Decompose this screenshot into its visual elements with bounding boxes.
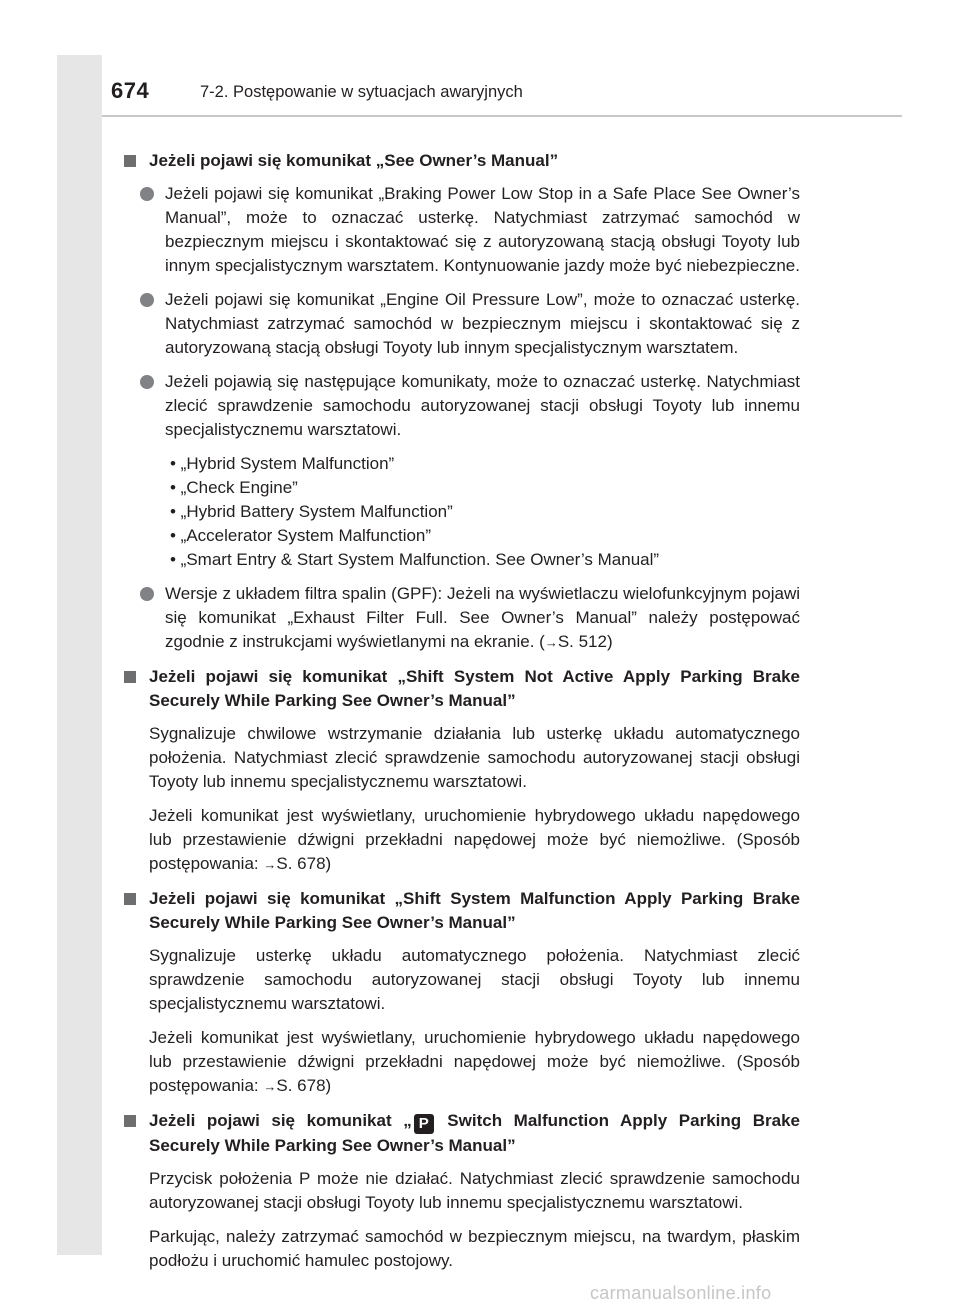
heading-text: Jeżeli pojawi się komunikat „See Owner’s Manual” bbox=[149, 151, 559, 170]
circle-bullet-icon bbox=[140, 375, 154, 389]
page-header bbox=[57, 70, 902, 118]
page-reference-link[interactable]: S. 512) bbox=[557, 632, 613, 651]
bullet-text: Wersje z układem filtra spalin (GPF): Jeżeli na wyświetlaczu wielofunkcyjnym pojawi się komunikat „Exhaust Filter Full. See Owner’s Manual” należy postępować zgodnie z instrukcjami wyświetlanymi na ekranie. ( bbox=[165, 584, 800, 651]
heading-see-owners-manual bbox=[124, 149, 800, 173]
paragraph: Parkując, należy zatrzymać samochód w bezpiecznym miejscu, na twardym, płaskim podłożu i uruchomić hamulec postojowy. bbox=[149, 1227, 800, 1270]
paragraph: Sygnalizuje chwilowe wstrzymanie działania lub usterkę układu automatycznego położenia. Natychmiast zlecić sprawdzenie samochodu autoryzowanej stacji obsługi Toyoty lub innemu specjalistycznemu warsztatowi. bbox=[149, 724, 800, 791]
paragraph-text: Jeżeli komunikat jest wyświetlany, uruchomienie hybrydowego układu napędowego lub przestawienie dźwigni przekładni napędowej może być niemożliwe. (Sposób postępowania: bbox=[149, 1028, 800, 1095]
message-list-item: • „Smart Entry & Start System Malfunction. See Owner’s Manual” bbox=[170, 550, 660, 569]
heading-text: Switch Malfunction Apply Parking Brake Securely While Parking See Owner’s Manual” bbox=[149, 1111, 800, 1155]
circle-bullet-icon bbox=[140, 293, 154, 307]
message-list-item: • „Hybrid Battery System Malfunction” bbox=[170, 502, 453, 521]
paragraph: Sygnalizuje usterkę układu automatycznego położenia. Natychmiast zlecić sprawdzenie samochodu autoryzowanej stacji obsługi Toyoty lub innemu specjalistycznemu warsztatowi. bbox=[149, 946, 800, 1013]
arrow-right-icon: → bbox=[544, 635, 558, 650]
square-bullet-icon bbox=[124, 671, 136, 683]
page-margin-band bbox=[57, 55, 102, 1255]
section-title: 7-2. Postępowanie w sytuacjach awaryjnych bbox=[200, 83, 523, 101]
paragraph bbox=[124, 804, 800, 877]
circle-bullet-icon bbox=[140, 587, 154, 601]
heading-shift-system-not-active bbox=[124, 665, 800, 713]
watermark: carmanualsonline.info bbox=[590, 1283, 772, 1303]
bullet-text: Jeżeli pojawi się komunikat „Engine Oil Pressure Low”, może to oznaczać usterkę. Natychmiast zatrzymać samochód w bezpiecznym miejscu i skontaktować się z autoryzowaną stacją obsługi Toyoty lub innym specjalistycznym warsztatem. bbox=[165, 290, 800, 357]
arrow-right-icon: → bbox=[263, 857, 277, 872]
page-body bbox=[124, 149, 800, 1283]
page-reference-link[interactable]: S. 678) bbox=[276, 854, 332, 873]
message-list-item: • „Hybrid System Malfunction” bbox=[170, 454, 395, 473]
bullet-engine-oil-pressure bbox=[124, 288, 800, 360]
page-reference-link[interactable]: S. 678) bbox=[276, 1076, 332, 1095]
bullet-following-messages bbox=[124, 370, 800, 442]
heading-p-switch-malfunction bbox=[124, 1109, 800, 1158]
paragraph-text: Jeżeli komunikat jest wyświetlany, uruchomienie hybrydowego układu napędowego lub przestawienie dźwigni przekładni napędowej może być niemożliwe. (Sposób postępowania: bbox=[149, 806, 800, 873]
message-list-item: • „Accelerator System Malfunction” bbox=[170, 526, 432, 545]
header-divider bbox=[102, 115, 902, 117]
square-bullet-icon bbox=[124, 1115, 136, 1127]
bullet-text: Jeżeli pojawi się komunikat „Braking Power Low Stop in a Safe Place See Owner’s Manual”, może to oznaczać usterkę. Natychmiast zatrzymać samochód w bezpiecznym miejscu i skontaktować się z autoryzowaną stacją obsługi Toyoty lub innym specjalistycznym warsztatem. Kontynuowanie jazdy może być niebezpieczne. bbox=[165, 184, 800, 275]
parking-p-icon: P bbox=[414, 1114, 434, 1134]
bullet-text: Jeżeli pojawią się następujące komunikaty, może to oznaczać usterkę. Natychmiast zlecić sprawdzenie samochodu autoryzowanej stacji obsługi Toyoty lub innemu specjalistycznemu warsztatowi. bbox=[165, 372, 800, 439]
heading-text: Jeżeli pojawi się komunikat „Shift System Malfunction Apply Parking Brake Securely While Parking See Owner’s Manual” bbox=[149, 889, 800, 932]
page-number: 674 bbox=[111, 78, 150, 103]
circle-bullet-icon bbox=[140, 187, 154, 201]
paragraph bbox=[124, 1026, 800, 1099]
arrow-right-icon: → bbox=[263, 1079, 277, 1094]
bullet-braking-power-low bbox=[124, 182, 800, 278]
square-bullet-icon bbox=[124, 893, 136, 905]
bullet-exhaust-filter bbox=[124, 582, 800, 655]
message-list-item: • „Check Engine” bbox=[170, 478, 298, 497]
paragraph: Przycisk położenia P może nie działać. Natychmiast zlecić sprawdzenie samochodu autoryzowanej stacji obsługi Toyoty lub innemu specjalistycznemu warsztatowi. bbox=[149, 1169, 800, 1212]
heading-text: Jeżeli pojawi się komunikat „ bbox=[149, 1111, 412, 1130]
heading-shift-system-malfunction bbox=[124, 887, 800, 935]
heading-text: Jeżeli pojawi się komunikat „Shift System Not Active Apply Parking Brake Securely While Parking See Owner’s Manual” bbox=[149, 667, 800, 710]
square-bullet-icon bbox=[124, 155, 136, 167]
